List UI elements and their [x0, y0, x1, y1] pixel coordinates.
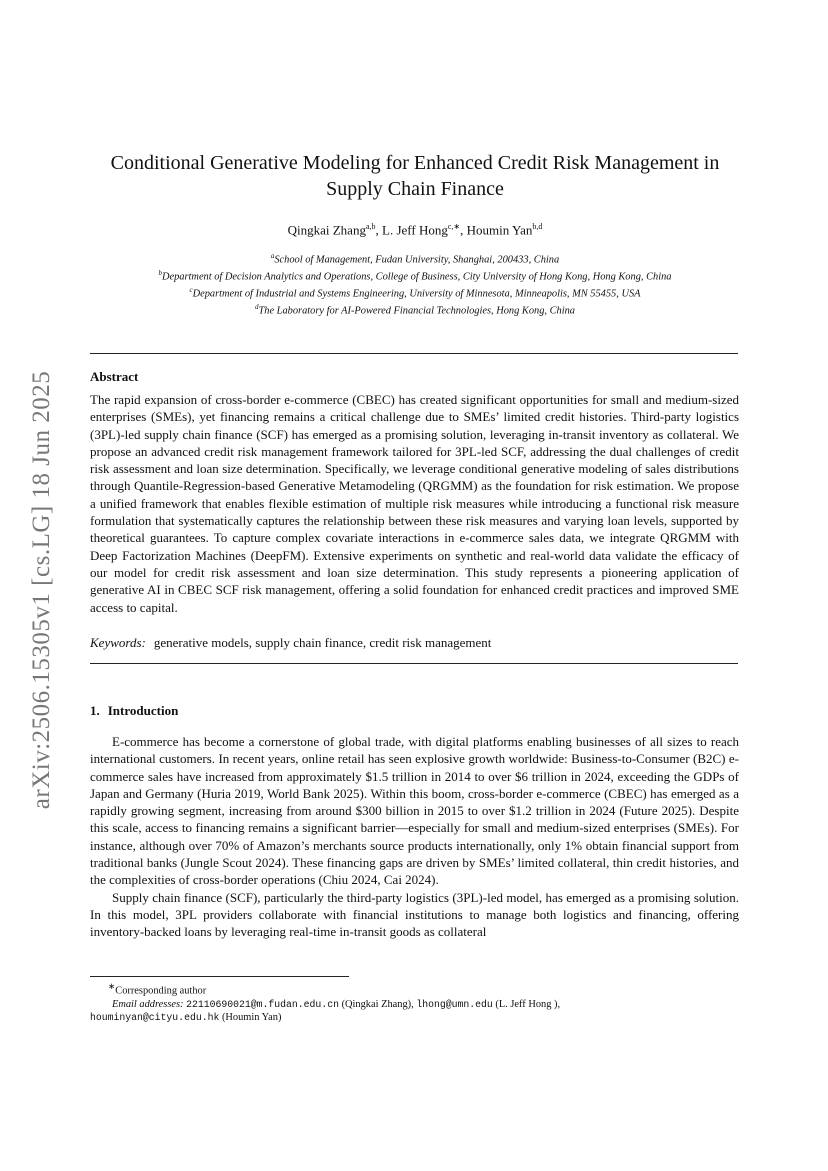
footnotes [90, 980, 739, 1025]
author-name: L. Jeff Hong [382, 222, 448, 238]
affiliation-mark: b [158, 268, 162, 277]
affiliation [90, 301, 740, 318]
keywords-text: generative models, supply chain finance, credit risk management [153, 635, 492, 650]
author-name: Houmin Yan [466, 222, 533, 238]
email-addresses-note [90, 998, 739, 1012]
paragraph: E-commerce has become a cornerstone of global trade, with digital platforms enabling businesses of all sizes to reach international customers. In recent years, online retail has seen explosive growth worldwide: Business-to-Consumer (B2C) e-commerce sales have increased from approximately $1.5 trillion in 2014 to over $6 trillion in 2024, exceeding the GDPs of Japan and Germany (Huria 2019, World Bank 2025). Within this boom, cross-border e-commerce (CBEC) has emerged as a rapidly growing segment, increasing from around $300 billion in 2015 to over $1.2 trillion in 2024 (Future 2025). Despite this scale, access to financing remains a significant barrier—especially for small and medium-sized enterprises (SMEs). For instance, although over 70% of Amazon’s merchants source products internationally, only 1% obtain financial support from traditional banks (Jungle Scout 2024). These financing gaps are driven by SMEs’ limited collateral, thin credit histories, and the complexities of cross-border operations (Chiu 2024, Cai 2024). [90, 734, 739, 888]
author-affiliation-mark: a,b [365, 222, 376, 231]
abstract-heading: Abstract [90, 369, 139, 384]
paragraph: Supply chain finance (SCF), particularly the third-party logistics (3PL)-led model, has emerged as a promising solution. In this model, 3PL providers collaborate with financial institutions to manage both logistics and financing, offering inventory-backed loans by leveraging real-time in-transit goods as collateral [90, 889, 739, 940]
corresponding-author-text: Corresponding author [115, 985, 207, 997]
section-title: Introduction [107, 703, 179, 718]
email-owner: (Houmin Yan) [221, 1012, 282, 1024]
section-heading-introduction [90, 703, 178, 719]
keywords-label: Keywords: [90, 635, 146, 650]
introduction-body [90, 733, 739, 941]
section-number: 1. [90, 703, 100, 718]
affiliation-mark: d [254, 302, 259, 311]
email-label: Email addresses: [112, 998, 184, 1010]
email-addresses-note-continued [90, 1011, 739, 1025]
affiliation [90, 250, 740, 267]
arxiv-identifier: arXiv:2506.15305v1 [cs.LG] 18 Jun 2025 [28, 370, 55, 810]
email-owner: (Qingkai Zhang), [341, 998, 414, 1010]
abstract-text: The rapid expansion of cross-border e-commerce (CBEC) has created significant opportunities for small and medium-sized enterprises (SMEs), yet financing remains a critical challenge due to SMEs’ limited credit histories. Third-party logistics (3PL)-led supply chain finance (SCF) has emerged as a promising solution, leveraging in-transit inventory as collateral. We propose an advanced credit risk management framework tailored for 3PL-led SCF, addressing the dual challenges of credit risk assessment and loan size determination. Specifically, we leverage conditional generative modeling of sales distributions through Quantile-Regression-based Generative Metamodeling (QRGMM) as the foundation for risk estimation. We propose a unified framework that enables flexible estimation of multiple risk measures while introducing a functional risk measure formulation that systematically captures the relationship between these risk measures and varying loan levels, supported by theoretical guarantees. To capture complex covariate interactions in e-commerce sales data, we integrate QRGMM with Deep Factorization Machines (DeepFM). Extensive experiments on synthetic and real-world data validate the efficacy of our model for credit risk assessment and loan size determination. This study represents a pioneering application of generative AI in CBEC SCF risk management, offering a solid foundation for enhanced credit practices and improved SME access to capital. [90, 392, 739, 615]
author-list: Qingkai Zhang$^{a,b}$, L. Jeff Hong$^{c,∗}$, Houmin Yan$^{b,d}$ [287, 222, 543, 238]
author-affiliation-mark: b,d [532, 222, 543, 231]
affiliation-list [90, 250, 740, 318]
email-owner: (L. Jeff Hong ), [495, 998, 561, 1010]
affiliation-mark: a [270, 252, 275, 260]
footnote-mark: ∗ [108, 981, 116, 991]
affiliation [90, 284, 740, 301]
email-link[interactable]: lhong@umn.edu [416, 998, 493, 1010]
footnote-rule [90, 976, 349, 977]
email-link[interactable]: houminyan@cityu.edu.hk [90, 1012, 220, 1024]
affiliation-text: Department of Industrial and Systems Engineering, University of Minnesota, Minneapolis, MN 55455, USA [192, 288, 641, 300]
affiliation [90, 267, 740, 284]
affiliation-text: The Laboratory for AI-Powered Financial Technologies, Hong Kong, China [258, 305, 576, 317]
paper-title: Conditional Generative Modeling for Enhanced Credit Risk Management in Supply Chain Finance [110, 152, 720, 200]
corresponding-author-note [90, 980, 739, 998]
keywords [90, 635, 739, 651]
author-affiliation-mark: c,∗ [447, 222, 461, 231]
abstract-top-rule [90, 353, 738, 354]
affiliation-mark: c [189, 285, 193, 294]
email-link[interactable]: 22110690021@m.fudan.edu.cn [186, 998, 339, 1010]
abstract-bottom-rule [90, 663, 738, 664]
author-name: Qingkai Zhang [287, 222, 366, 238]
affiliation-text: School of Management, Fudan University, Shanghai, 200433, China [274, 254, 560, 266]
arxiv-stamp [0, 0, 80, 1171]
affiliation-text: Department of Decision Analytics and Operations, College of Business, City University of Hong Kong, Hong Kong, China [162, 271, 672, 283]
